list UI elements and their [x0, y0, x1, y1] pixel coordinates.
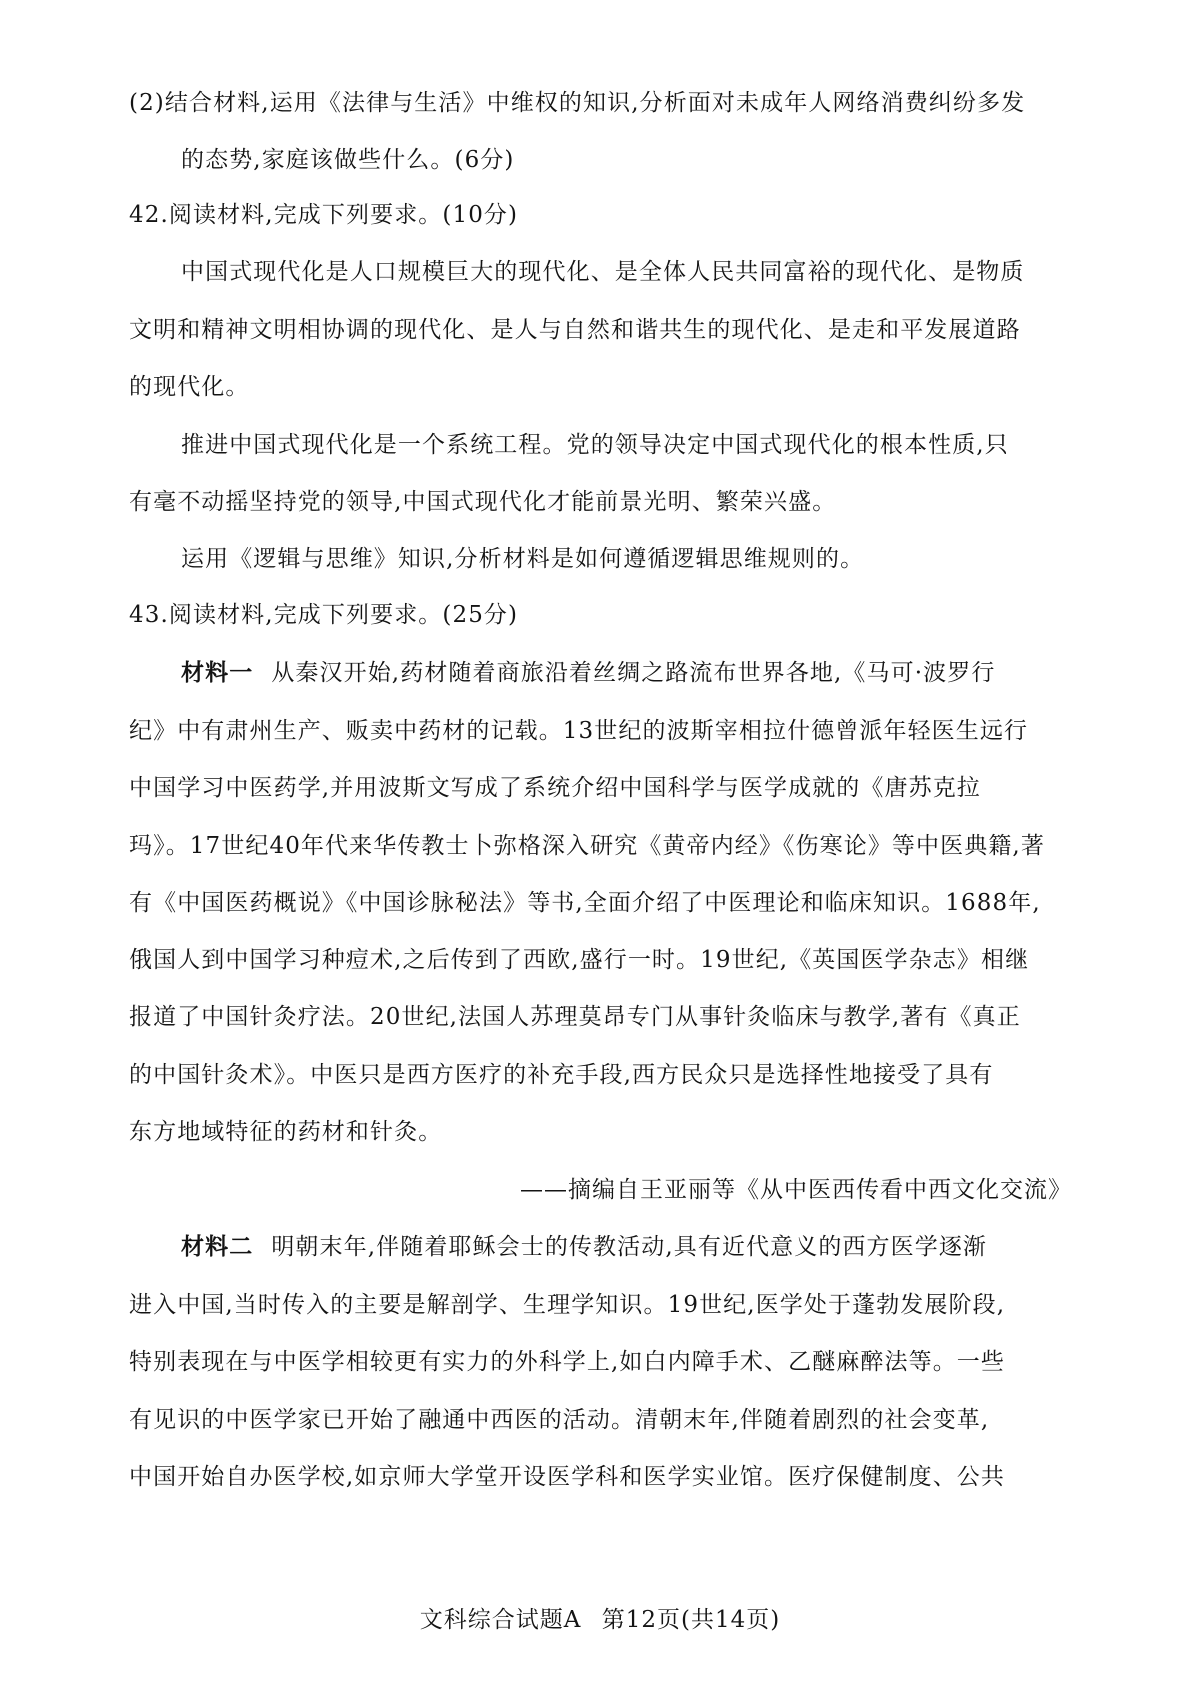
q42-heading: 42.阅读材料,完成下列要求。(10分)	[129, 202, 519, 228]
q43-material1-line: 有《中国医药概说》《中国诊脉秘法》等书,全面介绍了中医理论和临床知识。1688年,	[129, 890, 1041, 916]
footer-page-info: 第12页(共14页)	[601, 1607, 781, 1633]
q43-material2-first-line	[181, 1232, 987, 1262]
q42-para1-line: 的现代化。	[129, 374, 250, 400]
material2-label: 材料二	[181, 1233, 254, 1260]
q42-task: 运用《逻辑与思维》知识,分析材料是如何遵循逻辑思维规则的。	[181, 546, 865, 572]
q42-para2-line: 推进中国式现代化是一个系统工程。党的领导决定中国式现代化的根本性质,只	[181, 432, 1009, 458]
material2-first-text: 明朝末年,伴随着耶稣会士的传教活动,具有近代意义的西方医学逐渐	[271, 1234, 988, 1260]
q43-material2-line: 有见识的中医学家已开始了融通中西医的活动。清朝末年,伴随着剧烈的社会变革,	[129, 1407, 990, 1433]
q43-material1-line: 玛》。17世纪40年代来华传教士卜弥格深入研究《黄帝内经》《伤寒论》等中医典籍,著	[129, 833, 1045, 859]
q43-material2-line: 特别表现在与中医学相较更有实力的外科学上,如白内障手术、乙醚麻醉法等。一些	[129, 1349, 1006, 1375]
q43-material1-line: 中国学习中医药学,并用波斯文写成了系统介绍中国科学与医学成就的《唐苏克拉	[129, 775, 981, 801]
q41-part2-line2: 的态势,家庭该做些什么。(6分)	[181, 147, 515, 173]
material1-label: 材料一	[181, 659, 254, 686]
q42-para2-line: 有毫不动摇坚持党的领导,中国式现代化才能前景光明、繁荣兴盛。	[129, 489, 837, 515]
material1-first-text: 从秦汉开始,药材随着商旅沿着丝绸之路流布世界各地,《马可·波罗行	[271, 660, 996, 686]
material1-source: ——摘编自王亚丽等《从中医西传看中西文化交流》	[520, 1177, 1072, 1203]
q42-para1-line: 中国式现代化是人口规模巨大的现代化、是全体人民共同富裕的现代化、是物质	[181, 259, 1025, 285]
q42-para1-line: 文明和精神文明相协调的现代化、是人与自然和谐共生的现代化、是走和平发展道路	[129, 317, 1021, 343]
q43-material1-line: 俄国人到中国学习种痘术,之后传到了西欧,盛行一时。19世纪,《英国医学杂志》相继	[129, 947, 1030, 973]
q43-material1-line: 的中国针灸术》。中医只是西方医疗的补充手段,西方民众只是选择性地接受了具有	[129, 1062, 994, 1088]
q43-material1-line: 纪》中有肃州生产、贩卖中药材的记载。13世纪的波斯宰相拉什德曾派年轻医生远行	[129, 718, 1029, 744]
q41-part2-line1: (2)结合材料,运用《法律与生活》中维权的知识,分析面对未成年人网络消费纠纷多发	[129, 90, 1026, 116]
q43-material1-first-line	[181, 658, 995, 688]
page-footer	[0, 1605, 1200, 1635]
q43-material1-line: 东方地域特征的药材和针灸。	[129, 1119, 443, 1145]
q43-material2-line: 中国开始自办医学校,如京师大学堂开设医学科和医学实业馆。医疗保健制度、公共	[129, 1464, 1006, 1490]
q43-material1-line: 报道了中国针灸疗法。20世纪,法国人苏理莫昂专门从事针灸临床与教学,著有《真正	[129, 1004, 1021, 1030]
q43-heading: 43.阅读材料,完成下列要求。(25分)	[129, 602, 519, 628]
footer-exam-name: 文科综合试题A	[419, 1607, 582, 1633]
q43-material2-line: 进入中国,当时传入的主要是解剖学、生理学知识。19世纪,医学处于蓬勃发展阶段,	[129, 1292, 1006, 1318]
